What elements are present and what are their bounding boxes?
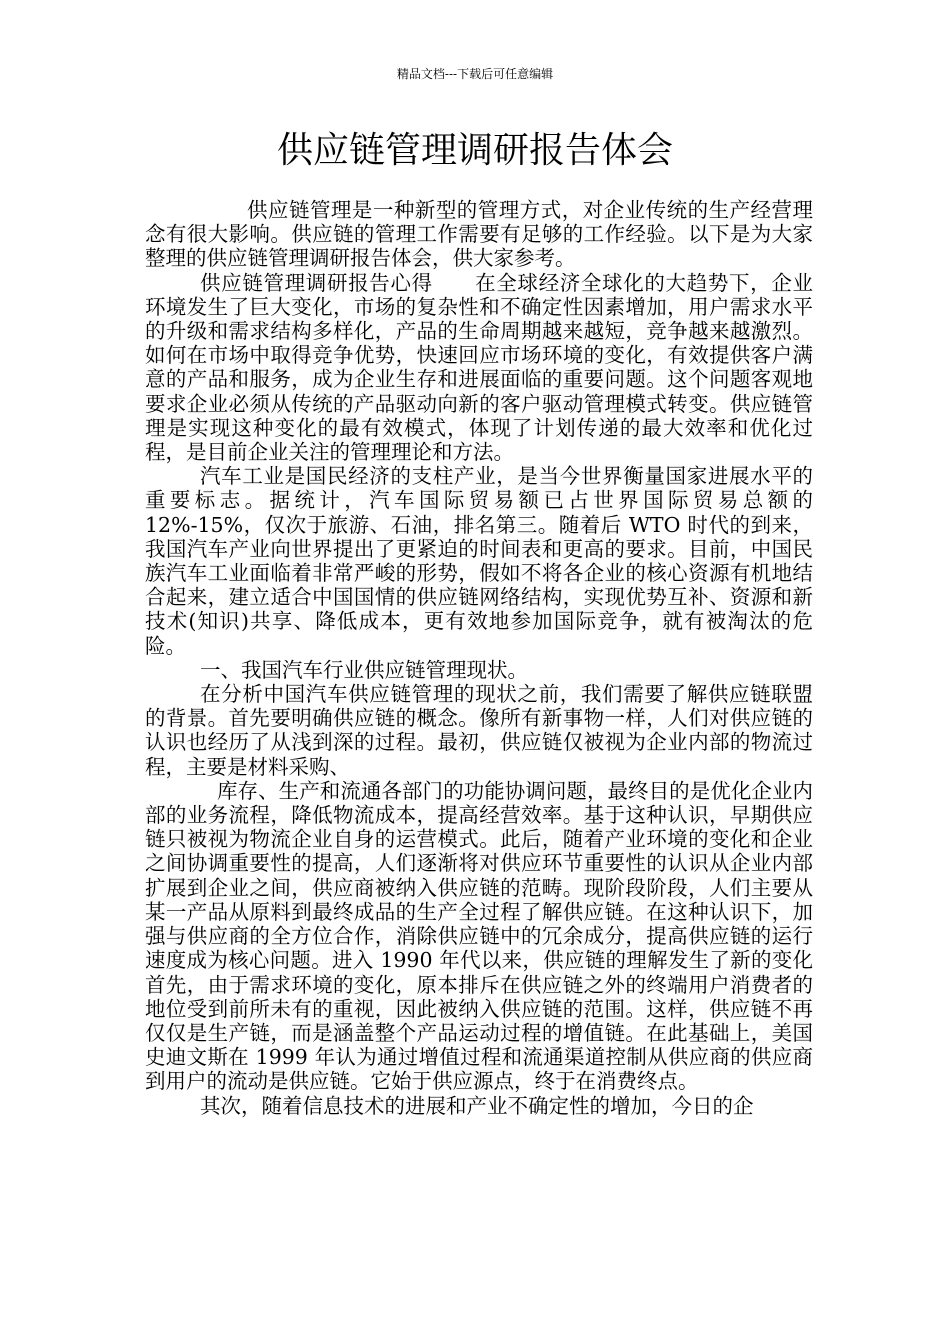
paragraph-report-heading: 供应链管理调研报告心得 在全球经济全球化的大趋势下，企业环境发生了巨大变化，市场的复杂性和不确定性因素增加，用户需求水平的升级和需求结构多样化，产品的生命周期越来越短，竞争越来越激烈。如何在市场中取得竞争优势，快速回应市场环境的变化，有效提供客户满意的产品和服务，成为企业生存和进展面临的重要问题。这个问题客观地要求企业必须从传统的产品驱动向新的客户驱动管理模式转变。供应链管理是实现这种变化的最有效模式，体现了计划传递的最大效率和优化过程，是目前企业关注的管理理论和方法。 — [145, 270, 813, 465]
paragraph-analysis: 在分析中国汽车供应链管理的现状之前，我们需要了解供应链联盟的背景。首先要明确供应链的概念。像所有新事物一样，人们对供应链的认识也经历了从浅到深的过程。最初，供应链仅被视为企业内部的物流过程，主要是材料采购、 — [145, 682, 813, 779]
paragraph-second: 其次，随着信息技术的进展和产业不确定性的增加，今日的企 — [200, 1093, 754, 1118]
section-heading-status: 一、我国汽车行业供应链管理现状。 — [200, 657, 528, 682]
document-body — [145, 198, 854, 1118]
paragraph-auto-industry: 汽车工业是国民经济的支柱产业，是当今世界衡量国家进展水平的重要标志。据统计，汽车国际贸易额已占世界国际贸易总额的 12%-15%，仅次于旅游、石油，排名第三。随着后 WTO 时代的到来，我国汽车产业向世界提出了更紧迫的时间表和更高的要求。目前，中国民族汽车工业面临着非常严峻的形势，假如不将各企业的核心资源有机地结合起来，建立适合中国国情的供应链网络结构，实现优势互补、资源和新技术(知识)共享、降低成本，更有效地参加国际竞争，就有被淘汰的危险。 — [145, 464, 813, 658]
header-note: 精品文档---下载后可任意编辑 — [396, 67, 554, 81]
paragraph-intro: 供应链管理是一种新型的管理方式，对企业传统的生产经营理念有很大影响。供应链的管理工作需要有足够的工作经验。以下是为大家整理的供应链管理调研报告体会，供大家参考。 — [145, 198, 813, 271]
document-title: 供应链管理调研报告体会 — [276, 130, 673, 171]
paragraph-inventory: 库存、生产和流通各部门的功能协调问题，最终目的是优化企业内部的业务流程，降低物流成本，提高经营效率。基于这种认识，早期供应链只被视为物流企业自身的运营模式。此后，随着产业环境的变化和企业之间协调重要性的提高，人们逐渐将对供应环节重要性的认识从企业内部扩展到企业之间，供应商被纳入供应链的范畴。现阶段阶段，人们主要从某一产品从原料到最终成品的生产全过程了解供应链。在这种认识下，加强与供应商的全方位合作，消除供应链中的冗余成分，提高供应链的运行速度成为核心问题。进入 1990 年代以来，供应链的理解发生了新的变化 首先，由于需求环境的变化，原本排斥在供应链之外的终端用户消费者的地位受到前所未有的重视，因此被纳入供应链的范围。这样，供应链不再仅仅是生产链，而是涵盖整个产品运动过程的增值链。在此基础上，美国史迪文斯在 1999 年认为通过增值过程和流通渠道控制从供应商的供应商到用户的流动是供应链。它始于供应源点，终于在消费终点。 — [145, 778, 854, 1094]
